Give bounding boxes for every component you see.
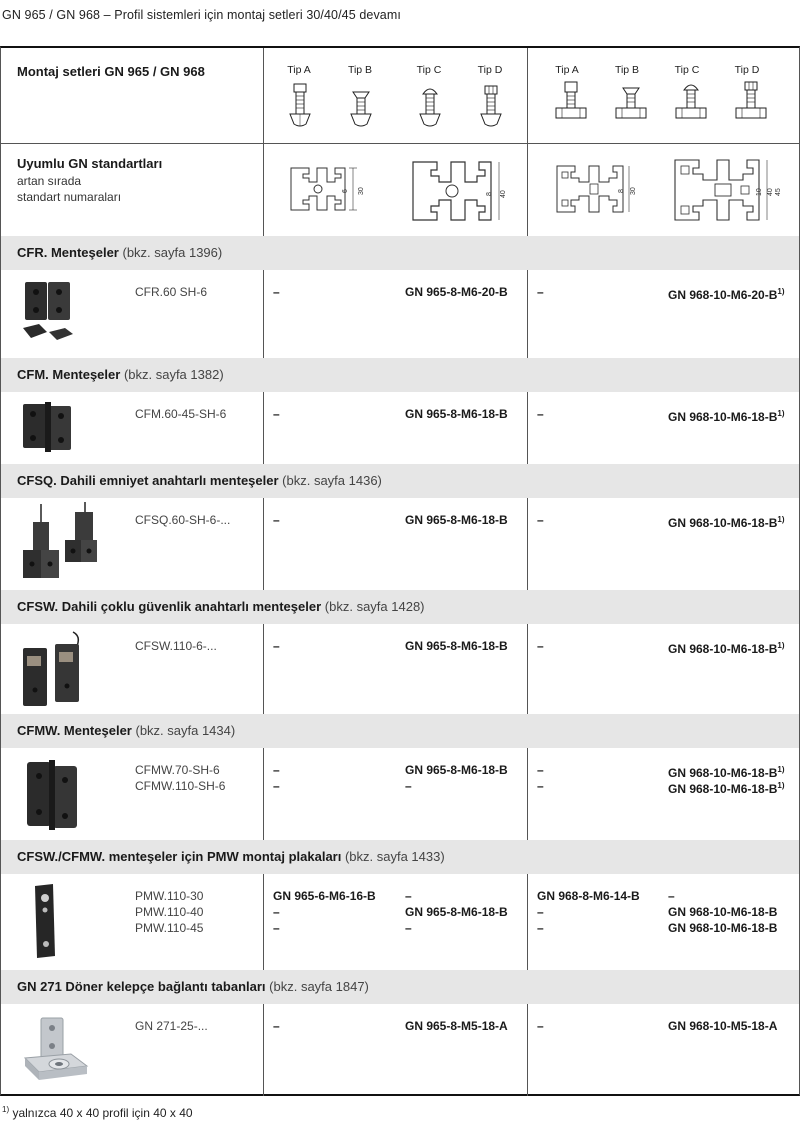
- cell-gn965-a: –: [273, 905, 280, 919]
- cell-gn968-a: –: [537, 513, 544, 527]
- screw-type-c-icon: [418, 82, 442, 134]
- product-image-cfmw-hinge: [23, 758, 83, 832]
- screw-type-b-icon: [349, 82, 373, 134]
- cell-gn965-b: GN 965-8-M6-18-B: [405, 639, 508, 653]
- product-image-gn271-base: [19, 1014, 91, 1090]
- cell-gn965-a: –: [273, 779, 280, 793]
- cell-gn965-a: –: [273, 513, 280, 527]
- screw-type-c-icon: [674, 80, 708, 132]
- section-header-cfmw: [1, 714, 799, 748]
- standards-subtitle-2: standart numaraları: [17, 190, 122, 204]
- model-number: CFMW.110-SH-6: [135, 779, 226, 793]
- tip-label-left-a: Tip A: [287, 64, 311, 76]
- cell-gn968-a: –: [537, 921, 544, 935]
- product-row-cfm: [1, 392, 799, 464]
- screw-type-d-icon: [479, 82, 503, 134]
- section-page-ref: (bkz. sayfa 1428): [324, 599, 425, 614]
- section-page-ref: (bkz. sayfa 1433): [344, 849, 445, 864]
- profile-40-45-slot10-drawing: [671, 156, 783, 232]
- column-divider: [263, 144, 264, 236]
- cell-gn965-b: GN 965-8-M6-18-B: [405, 513, 508, 527]
- standards-title: Uyumlu GN standartları: [17, 156, 163, 171]
- section-title: CFSW. Dahili çoklu güvenlik anahtarlı menteşeler: [17, 599, 322, 614]
- cell-gn965-a: –: [273, 921, 280, 935]
- cell-gn968-a: –: [537, 407, 544, 421]
- section-title: CFSQ. Dahili emniyet anahtarlı menteşeler: [17, 473, 279, 488]
- model-number: CFSQ.60-SH-6-...: [135, 513, 231, 527]
- section-header-gn271: [1, 970, 799, 1004]
- profile-dim-a: 6: [342, 189, 349, 193]
- model-number: CFMW.70-SH-6: [135, 763, 220, 777]
- section-title: GN 271 Döner kelepçe bağlantı tabanları: [17, 979, 266, 994]
- model-number: CFR.60 SH-6: [135, 285, 208, 299]
- product-row-cfsq: [1, 498, 799, 590]
- profile-30-slot8-drawing: [553, 162, 637, 222]
- tip-label-right-d: Tip D: [734, 64, 760, 76]
- tip-label-left-b: Tip B: [347, 64, 373, 76]
- section-title: CFMW. Menteşeler: [17, 723, 132, 738]
- cell-gn965-b: GN 965-8-M6-18-B: [405, 905, 508, 919]
- cell-gn965-b: GN 965-8-M6-20-B: [405, 285, 508, 299]
- profile-dim-c: 45: [775, 188, 782, 196]
- cell-gn968-b: –: [668, 889, 675, 903]
- cell-gn965-b: –: [405, 779, 412, 793]
- model-number: PMW.110-40: [135, 905, 204, 919]
- cell-gn968-b: GN 968-10-M5-18-A: [668, 1019, 778, 1033]
- tip-label-left-d: Tip D: [477, 64, 503, 76]
- screw-type-b-icon: [614, 80, 648, 132]
- section-page-ref: (bkz. sayfa 1382): [123, 367, 224, 382]
- tip-label-right-a: Tip A: [555, 64, 579, 76]
- profile-dim-a: 10: [756, 188, 763, 196]
- footnote: $^{1)}$ yalnızca 40 x 40 profil için 40 x 40: [2, 1105, 193, 1120]
- product-image-cfr-hinge: [19, 280, 83, 346]
- cell-gn968-a: –: [537, 779, 544, 793]
- cell-gn968-b: GN $968-10-M6-18-B^{1)}$: [668, 765, 785, 780]
- cell-gn968-a: –: [537, 285, 544, 299]
- profile-dim-a: 8: [486, 192, 493, 196]
- model-number: PMW.110-30: [135, 889, 204, 903]
- model-number: CFSW.110-6-...: [135, 639, 217, 653]
- product-row-cfmw: [1, 748, 799, 840]
- cell-gn968-b: GN $968-10-M6-18-B^{1)}$: [668, 409, 785, 424]
- header-label: Montaj setleri GN 965 / GN 968: [17, 64, 205, 79]
- cell-gn965-a: –: [273, 285, 280, 299]
- cell-gn968-b: GN 968-10-M6-18-B: [668, 921, 778, 935]
- section-title: CFM. Menteşeler: [17, 367, 121, 382]
- section-title: CFR. Menteşeler: [17, 245, 119, 260]
- cell-gn968-b: GN $968-10-M6-20-B^{1)}$: [668, 287, 785, 302]
- section-title: CFSW./CFMW. menteşeler için PMW montaj plakaları: [17, 849, 342, 864]
- column-divider: [263, 48, 264, 144]
- screw-type-a-icon: [554, 80, 588, 132]
- cell-gn965-b: GN 965-8-M6-18-B: [405, 763, 508, 777]
- cell-gn968-b: GN 968-10-M6-18-B: [668, 905, 778, 919]
- cell-gn965-a: –: [273, 639, 280, 653]
- header-row-types: [1, 48, 799, 144]
- section-header-cfm: [1, 358, 799, 392]
- product-image-cfm-hinge: [19, 400, 79, 456]
- profile-40-slot8-drawing: [407, 158, 507, 230]
- product-row-cfsw: [1, 624, 799, 720]
- standards-subtitle-1: artan sırada: [17, 174, 82, 188]
- product-image-pmw-plate: [27, 882, 61, 962]
- tip-label-right-b: Tip B: [614, 64, 640, 76]
- cell-gn968-b: GN $968-10-M6-18-B^{1)}$: [668, 781, 785, 796]
- cell-gn968-a: –: [537, 1019, 544, 1033]
- cell-gn965-a: –: [273, 1019, 280, 1033]
- cell-gn965-a: GN 965-6-M6-16-B: [273, 889, 376, 903]
- section-page-ref: (bkz. sayfa 1847): [269, 979, 369, 994]
- cell-gn968-b: GN $968-10-M6-18-B^{1)}$: [668, 515, 785, 530]
- cell-gn968-a: GN 968-8-M6-14-B: [537, 889, 640, 903]
- screw-type-d-icon: [734, 80, 768, 132]
- cell-gn968-b: GN $968-10-M6-18-B^{1)}$: [668, 641, 785, 656]
- model-number: CFM.60-45-SH-6: [135, 407, 227, 421]
- screw-type-a-icon: [288, 82, 312, 134]
- product-row-gn271: [1, 1004, 799, 1096]
- profile-30-slot6-drawing: [287, 164, 367, 220]
- cell-gn968-a: –: [537, 763, 544, 777]
- profile-dim-b: 30: [630, 187, 637, 195]
- product-row-pmw: [1, 874, 799, 970]
- cell-gn965-a: –: [273, 407, 280, 421]
- profile-dim-b: 30: [358, 187, 365, 195]
- cell-gn965-a: –: [273, 763, 280, 777]
- cell-gn965-b: –: [405, 921, 412, 935]
- section-page-ref: (bkz. sayfa 1396): [122, 245, 223, 260]
- profile-dim-b: 40: [767, 188, 774, 196]
- mounting-set-table: [0, 46, 800, 1096]
- section-header-cfr: [1, 236, 799, 270]
- profile-dim-a: 8: [618, 189, 625, 193]
- column-divider: [527, 144, 528, 236]
- product-image-cfsq-hinge: [17, 502, 103, 582]
- section-header-pmw: [1, 840, 799, 874]
- section-header-cfsq: [1, 464, 799, 498]
- section-header-cfsw: [1, 590, 799, 624]
- cell-gn965-b: GN 965-8-M6-18-B: [405, 407, 508, 421]
- product-row-cfr: [1, 270, 799, 358]
- model-number: PMW.110-45: [135, 921, 204, 935]
- page-title: GN 965 / GN 968 – Profil sistemleri için montaj setleri 30/40/45 devamı: [2, 8, 401, 22]
- cell-gn965-b: GN 965-8-M5-18-A: [405, 1019, 508, 1033]
- header-row-standards: [1, 144, 799, 236]
- column-divider: [527, 48, 528, 144]
- model-number: GN 271-25-...: [135, 1019, 208, 1033]
- profile-dim-b: 40: [500, 190, 507, 198]
- cell-gn968-a: –: [537, 905, 544, 919]
- section-page-ref: (bkz. sayfa 1434): [135, 723, 236, 738]
- cell-gn968-a: –: [537, 639, 544, 653]
- tip-label-right-c: Tip C: [674, 64, 700, 76]
- cell-gn965-b: –: [405, 889, 412, 903]
- section-page-ref: (bkz. sayfa 1436): [282, 473, 382, 488]
- tip-label-left-c: Tip C: [416, 64, 442, 76]
- product-image-cfsw-hinge: [19, 630, 85, 710]
